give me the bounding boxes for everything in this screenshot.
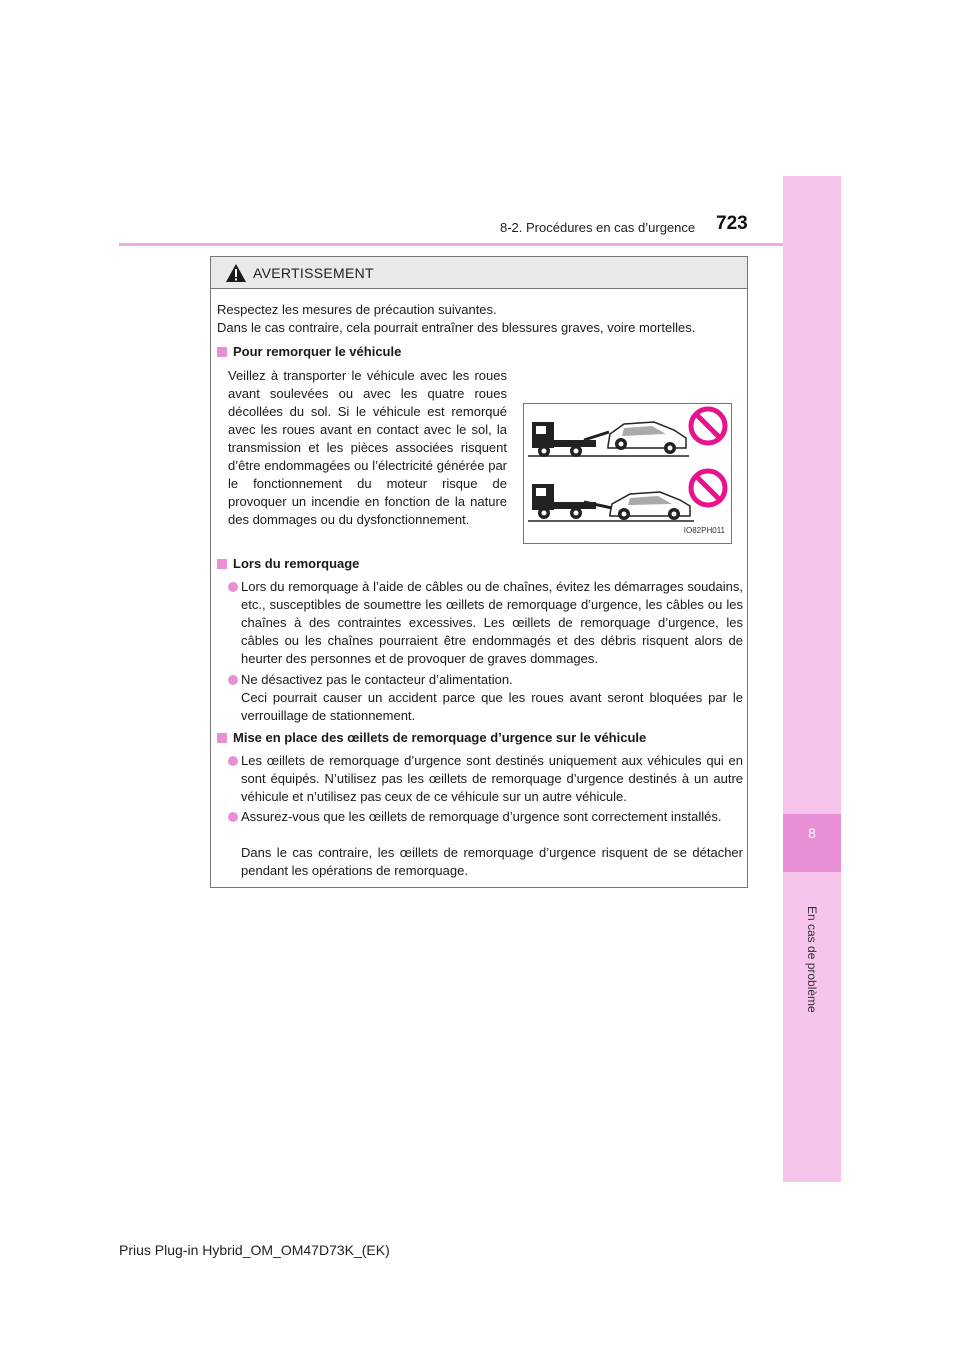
section-heading-during-towing: Lors du remorquage: [217, 555, 743, 573]
header-rule: [119, 243, 783, 246]
round-bullet-icon: [228, 756, 238, 766]
round-bullet-icon: [228, 812, 238, 822]
warning-box: [210, 256, 748, 888]
section-title: 8-2. Procédures en cas d’urgence: [500, 220, 696, 235]
chapter-number-block: [783, 814, 841, 872]
warning-header: [211, 257, 747, 289]
during-towing-bullet-2b: Ceci pourrait causer un accident parce que les roues avant seront bloquées par le verrouillage de stationnement.: [241, 690, 743, 723]
intro-line-1: Respectez les mesures de précaution suivantes.: [217, 302, 497, 317]
tow-eyelets-bullet-2a: Assurez-vous que les œillets de remorquage d’urgence sont correctement installés.: [241, 809, 722, 824]
square-bullet-icon: [217, 559, 227, 569]
chapter-side-tab: [783, 176, 841, 1182]
prohibited-icon: [691, 409, 725, 443]
towed-car-icon: [608, 422, 686, 454]
chapter-number: 8: [808, 825, 816, 841]
round-bullet-icon: [228, 582, 238, 592]
intro-line-2: Dans le cas contraire, cela pourrait entraîner des blessures graves, voire mortelles.: [217, 320, 696, 335]
towing-paragraph: Veillez à transporter le véhicule avec les roues avant soulevées ou avec les quatre roues décollées du sol. Si le véhicule est remorqué avec les roues avant en contact avec le sol, la transmission et les pièces associées risquent d’être endommagées ou l’électricité générée par le fonctionnement du moteur risque de provoquer un incendie en fonction de la nature des dommages ou du dysfonctionnement.: [228, 368, 507, 527]
chapter-title: En cas de problème: [805, 906, 819, 1013]
prohibited-icon: [691, 471, 725, 505]
warning-triangle-icon: [225, 263, 247, 283]
square-bullet-icon: [217, 733, 227, 743]
towed-car-icon: [610, 492, 690, 520]
warning-title: AVERTISSEMENT: [253, 264, 374, 281]
during-towing-bullet-1: Lors du remorquage à l’aide de câbles ou de chaînes, évitez les démarrages soudains, etc., susceptibles de soumettre les œillets de remorquage d’urgence, les câbles ou les chaînes à des contraintes excessives. Les œillets de remorquage d’urgence, les câbles ou les chaînes pourraient être endommagés et des débris risquent alors de heurter des personnes et de provoquer de graves dommages.: [241, 579, 743, 666]
tow-eyelets-bullet-1: Les œillets de remorquage d’urgence sont destinés uniquement aux véhicules qui en sont équipés. N’utilisez pas les œillets de remorquage d’urgence destinés à un autre véhicule et n’utilisez pas ceux de ce véhicule sur un autre véhicule.: [241, 753, 743, 804]
round-bullet-icon: [228, 675, 238, 685]
section-heading-towing: Pour remorquer le véhicule: [217, 343, 743, 361]
footer-doc-code: Prius Plug-in Hybrid_OM_OM47D73K_(EK): [119, 1242, 390, 1258]
tow-truck-icon: [532, 422, 609, 457]
figure-code: IO82PH011: [683, 526, 725, 535]
during-towing-bullet-2a: Ne désactivez pas le contacteur d’alimentation.: [241, 672, 513, 687]
towing-illustration: [523, 403, 732, 544]
tow-eyelets-bullet-2b: Dans le cas contraire, les œillets de remorquage d’urgence risquent de se détacher pendant les opérations de remorquage.: [241, 845, 743, 878]
page-number: 723: [716, 213, 748, 234]
section-heading-tow-eyelets: Mise en place des œillets de remorquage d’urgence sur le véhicule: [217, 729, 743, 747]
tow-truck-icon: [532, 484, 612, 519]
square-bullet-icon: [217, 347, 227, 357]
